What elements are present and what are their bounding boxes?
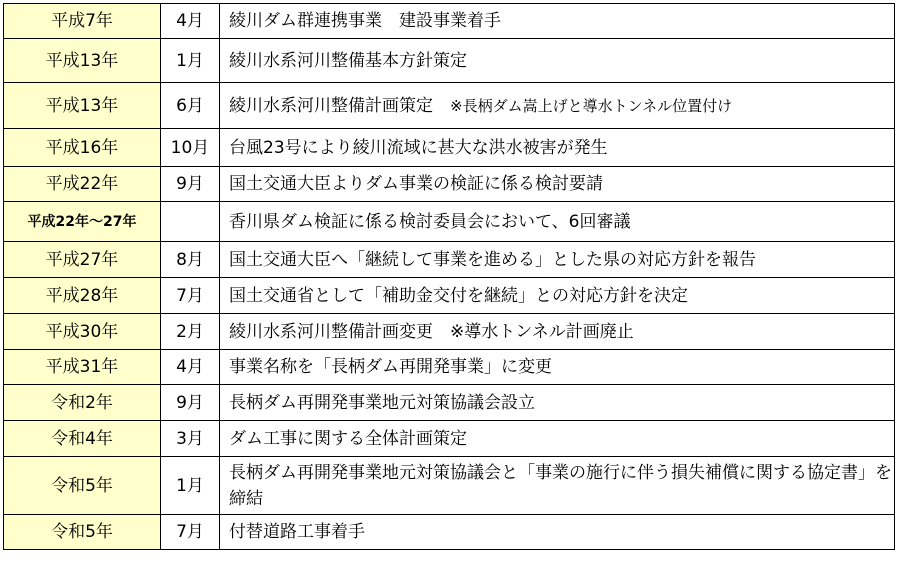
table-row — [4, 457, 895, 515]
month-cell: 7月 — [161, 278, 220, 314]
event-cell: 長柄ダム再開発事業地元対策協議会と「事業の施行に伴う損失補償に関する協定書」を締結 — [220, 457, 895, 515]
table-row — [4, 515, 895, 550]
event-cell: 国土交通省として「補助金交付を継続」との対応方針を決定 — [220, 278, 895, 314]
event-cell — [220, 83, 895, 129]
era-cell: 令和5年 — [4, 515, 161, 550]
month-cell: 10月 — [161, 129, 220, 167]
month-cell: 1月 — [161, 39, 220, 83]
era-cell: 令和2年 — [4, 385, 161, 421]
table-row — [4, 129, 895, 167]
month-cell: 4月 — [161, 4, 220, 39]
event-text: 綾川水系河川整備計画策定 — [229, 95, 433, 116]
era-cell: 平成31年 — [4, 350, 161, 385]
event-cell: 事業名称を「長柄ダム再開発事業」に変更 — [220, 350, 895, 385]
table-row — [4, 39, 895, 83]
table-row — [4, 242, 895, 278]
month-cell: 6月 — [161, 83, 220, 129]
era-cell: 令和5年 — [4, 457, 161, 515]
era-cell: 令和4年 — [4, 421, 161, 457]
table-row — [4, 314, 895, 350]
table-row — [4, 350, 895, 385]
event-cell: 綾川水系河川整備計画変更 ※導水トンネル計画廃止 — [220, 314, 895, 350]
table-row — [4, 278, 895, 314]
month-cell: 7月 — [161, 515, 220, 550]
table-row — [4, 167, 895, 202]
event-cell: 国土交通大臣へ「継続して事業を進める」とした県の対応方針を報告 — [220, 242, 895, 278]
event-cell: 香川県ダム検証に係る検討委員会において、6回審議 — [220, 202, 895, 242]
table-row — [4, 202, 895, 242]
table-row — [4, 4, 895, 39]
event-cell: 付替道路工事着手 — [220, 515, 895, 550]
event-cell: 台風23号により綾川流域に甚大な洪水被害が発生 — [220, 129, 895, 167]
month-cell: 2月 — [161, 314, 220, 350]
event-cell: 国土交通大臣よりダム事業の検証に係る検討要請 — [220, 167, 895, 202]
table-row — [4, 83, 895, 129]
month-cell: 9月 — [161, 167, 220, 202]
event-cell: 綾川ダム群連携事業 建設事業着手 — [220, 4, 895, 39]
era-cell: 平成27年 — [4, 242, 161, 278]
month-cell: 8月 — [161, 242, 220, 278]
era-cell: 平成28年 — [4, 278, 161, 314]
table-row — [4, 385, 895, 421]
month-cell: 9月 — [161, 385, 220, 421]
table-row — [4, 421, 895, 457]
era-cell: 平成13年 — [4, 83, 161, 129]
era-cell: 平成30年 — [4, 314, 161, 350]
era-cell: 平成22年 — [4, 167, 161, 202]
era-cell: 平成13年 — [4, 39, 161, 83]
era-cell: 平成7年 — [4, 4, 161, 39]
timeline-table — [3, 3, 895, 550]
event-cell: 長柄ダム再開発事業地元対策協議会設立 — [220, 385, 895, 421]
era-cell: 平成22年～27年 — [4, 202, 161, 242]
event-note: ※長柄ダム嵩上げと導水トンネル位置付け — [450, 96, 733, 115]
era-cell: 平成16年 — [4, 129, 161, 167]
month-cell: 1月 — [161, 457, 220, 515]
event-cell: ダム工事に関する全体計画策定 — [220, 421, 895, 457]
month-cell: 4月 — [161, 350, 220, 385]
event-cell: 綾川水系河川整備基本方針策定 — [220, 39, 895, 83]
month-cell — [161, 202, 220, 242]
month-cell: 3月 — [161, 421, 220, 457]
